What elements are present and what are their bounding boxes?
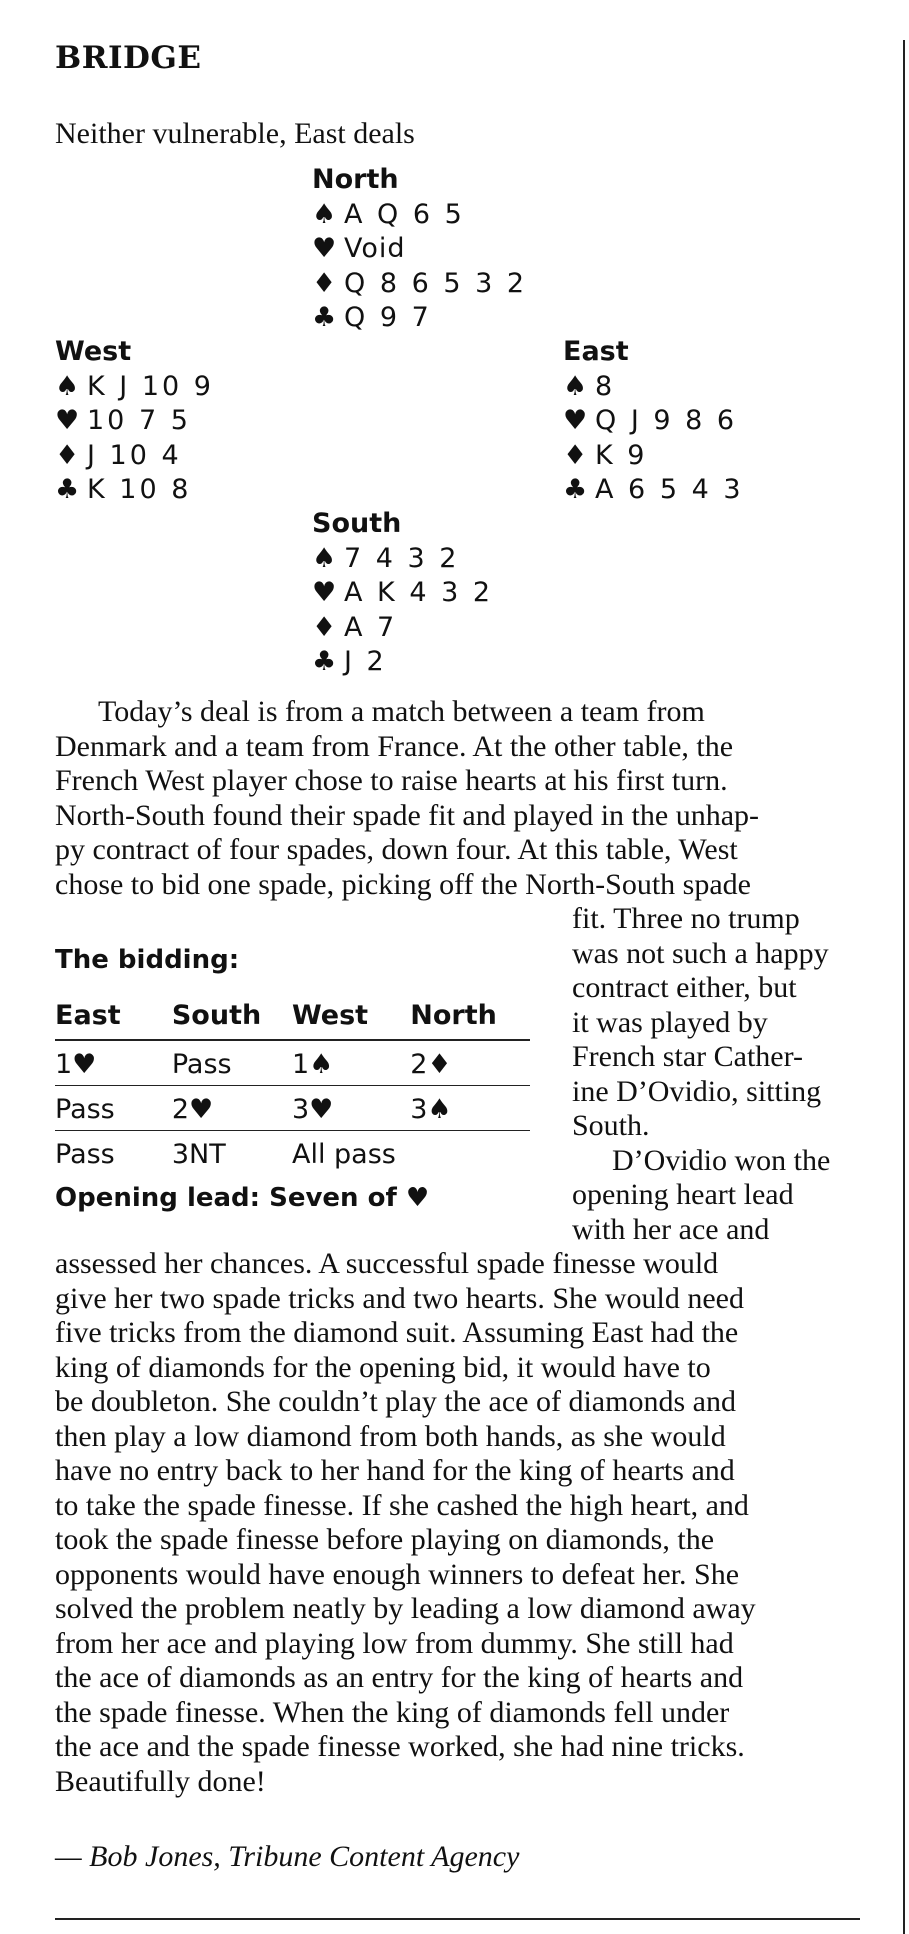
clubs-row <box>312 301 527 336</box>
bid-cell: 3NT <box>171 1138 226 1170</box>
club-icon: ♣ <box>312 646 337 677</box>
diamond-icon: ♦ <box>563 439 588 471</box>
bidding-box <box>55 945 530 1213</box>
hearts-cards: Void <box>344 233 406 264</box>
bidding-header: South <box>172 997 292 1040</box>
diamonds-cards: J 10 4 <box>87 439 182 471</box>
article-line: be doubleton. She couldn’t play the ace of diamonds and <box>55 1385 736 1418</box>
club-icon: ♣ <box>312 302 337 333</box>
article-narrow-column <box>572 902 830 1247</box>
article-line: give her two spade tricks and two hearts. She would need <box>55 1281 744 1315</box>
hearts-cards: 10 7 5 <box>87 405 191 436</box>
clubs-cards: A 6 5 4 3 <box>595 474 744 505</box>
clubs-cards: Q 9 7 <box>344 302 432 333</box>
clubs-cards: K 10 8 <box>87 474 192 505</box>
hand-name: North <box>312 164 399 195</box>
article-line: solved the problem neatly by leading a low diamond away <box>55 1592 756 1625</box>
bottom-rule <box>55 1918 860 1920</box>
article-line: it was played by <box>572 1005 768 1039</box>
article-line: D’Ovidio won the <box>612 1143 831 1177</box>
spades-row <box>312 198 527 233</box>
heart-icon: ♥ <box>563 405 588 436</box>
article-line: to take the spade finesse. If she cashed the high heart, and <box>55 1488 749 1522</box>
bid-cell <box>410 1131 530 1176</box>
spade-icon: ♠ <box>312 198 337 230</box>
spades-cards: K J 10 9 <box>87 370 214 402</box>
diamonds-row <box>312 267 527 302</box>
article-line: the ace and the spade finesse worked, she had nine tricks. <box>55 1730 745 1763</box>
hearts-row <box>563 404 744 439</box>
article-line: the spade finesse. When the king of diamonds fell under <box>55 1695 730 1729</box>
bid-cell: 2♦ <box>410 1040 530 1086</box>
clubs-cards: J 2 <box>344 646 387 677</box>
bidding-header-row <box>55 997 530 1040</box>
article-line: assessed her chances. A successful spade finesse would <box>55 1247 719 1280</box>
spades-row <box>312 542 493 577</box>
bidding-header: North <box>410 997 530 1040</box>
spade-icon: ♠ <box>563 370 588 402</box>
heart-icon: ♥ <box>55 405 80 436</box>
column-divider <box>903 40 905 1934</box>
article-intro <box>55 695 759 902</box>
article-body <box>55 1247 756 1799</box>
article-line: the ace of diamonds as an entry for the king of hearts and <box>55 1661 744 1694</box>
bidding-header: East <box>55 997 172 1040</box>
article-line: with her ace and <box>572 1212 770 1246</box>
bid-cell: 1♥ <box>55 1040 172 1086</box>
article-line: was not such a happy <box>572 936 829 970</box>
spades-cards: 8 <box>595 370 616 402</box>
article-line: South. <box>572 1109 650 1142</box>
article-line: py contract of four spades, down four. At this table, West <box>55 833 738 866</box>
article-line: fit. Three no trump <box>572 902 800 935</box>
article-line: North-South found their spade fit and played in the unhap- <box>55 798 760 832</box>
diamond-icon: ♦ <box>312 611 337 643</box>
bidding-title: The bidding: <box>55 945 240 975</box>
bidding-table <box>55 997 530 1175</box>
article-line: have no entry back to her hand for the king of hearts and <box>55 1454 735 1487</box>
hearts-row <box>312 232 527 267</box>
spades-row <box>55 370 214 405</box>
vulnerability-line: Neither vulnerable, East deals <box>55 117 415 150</box>
diamonds-row <box>55 439 214 474</box>
bid-cell: 3♠ <box>410 1086 530 1131</box>
hand-north <box>312 163 527 336</box>
diamonds-cards: Q 8 6 5 3 2 <box>344 267 528 299</box>
spades-row <box>563 370 744 405</box>
spades-cards: 7 4 3 2 <box>344 542 460 574</box>
article-line: ine D’Ovidio, sitting <box>572 1074 822 1108</box>
diamonds-row <box>563 439 744 474</box>
diamonds-row <box>312 611 493 646</box>
hand-east <box>563 335 744 508</box>
hand-name: South <box>312 508 402 539</box>
clubs-row <box>312 645 493 680</box>
article-line: opponents would have enough winners to defeat her. She <box>55 1557 740 1591</box>
diamonds-cards: A 7 <box>344 611 398 643</box>
article-line: French star Cather- <box>572 1040 803 1073</box>
bid-cell: 3♥ <box>292 1086 410 1131</box>
bidding-row <box>55 1086 530 1131</box>
hand-name: West <box>55 336 132 367</box>
hearts-cards: A K 4 3 2 <box>344 577 494 608</box>
heart-icon: ♥ <box>312 233 337 264</box>
article-line: opening heart lead <box>572 1178 794 1211</box>
article-line: Today’s deal is from a match between a team from <box>98 695 705 728</box>
club-icon: ♣ <box>55 474 80 505</box>
bid-cell: 2♥ <box>172 1086 292 1131</box>
bid-cell: Pass <box>55 1138 115 1170</box>
diamond-icon: ♦ <box>312 267 337 299</box>
spade-icon: ♠ <box>55 370 80 402</box>
article-line: from her ace and playing low from dummy. She still had <box>55 1626 734 1660</box>
byline: — Bob Jones, Tribune Content Agency <box>55 1840 520 1873</box>
bid-cell: 1♠ <box>292 1040 410 1086</box>
bidding-row <box>55 1131 530 1176</box>
spades-cards: A Q 6 5 <box>344 198 465 230</box>
article-line: chose to bid one spade, picking off the North-South spade <box>55 867 751 901</box>
bid-cell: Pass <box>55 1086 172 1131</box>
article-line: five tricks from the diamond suit. Assuming East had the <box>55 1316 739 1349</box>
article-line: contract either, but <box>572 971 797 1004</box>
diamonds-cards: K 9 <box>595 439 648 471</box>
article-line: Beautifully done! <box>55 1764 266 1798</box>
article-line: took the spade finesse before playing on diamonds, the <box>55 1523 715 1556</box>
hand-name: East <box>563 336 629 367</box>
bidding-header: West <box>292 997 410 1040</box>
bid-cell: Pass <box>172 1040 292 1086</box>
article-line: French West player chose to raise hearts at his first turn. <box>55 764 728 797</box>
spade-icon: ♠ <box>312 542 337 574</box>
hearts-row <box>312 576 493 611</box>
bid-cell: All pass <box>291 1138 396 1170</box>
bidding-row <box>55 1040 530 1086</box>
column-title: BRIDGE <box>55 40 202 76</box>
hand-south <box>312 507 493 680</box>
article-line: then play a low diamond from both hands, as she would <box>55 1419 726 1453</box>
hand-west <box>55 335 214 508</box>
opening-lead: Opening lead: Seven of ♥ <box>55 1183 430 1213</box>
article-line: Denmark and a team from France. At the other table, the <box>55 729 734 763</box>
clubs-row <box>55 473 214 508</box>
heart-icon: ♥ <box>312 577 337 608</box>
article-line: king of diamonds for the opening bid, it would have to <box>55 1350 711 1384</box>
hearts-row <box>55 404 214 439</box>
club-icon: ♣ <box>563 474 588 505</box>
hearts-cards: Q J 9 8 6 <box>595 405 738 436</box>
diamond-icon: ♦ <box>55 439 80 471</box>
clubs-row <box>563 473 744 508</box>
